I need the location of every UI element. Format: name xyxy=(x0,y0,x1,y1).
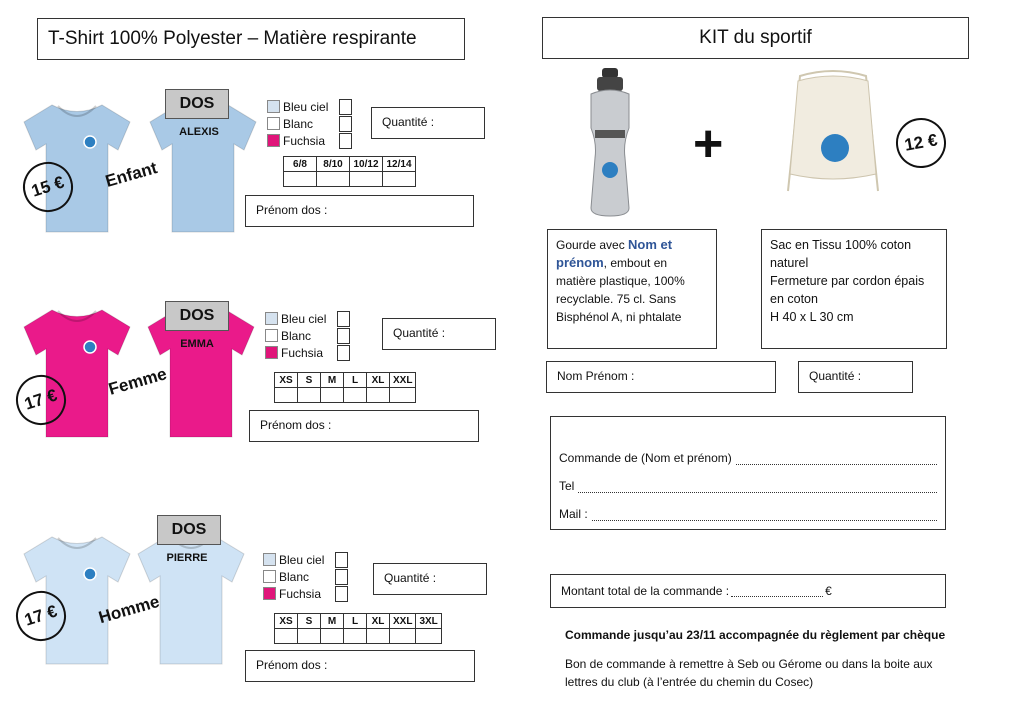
size-quantity-cell[interactable] xyxy=(383,172,416,187)
order-instructions: Bon de commande à remettre à Seb ou Gérome ou dans la boite aux lettres du club (à l’entrée du chemin du Cosec) xyxy=(565,657,933,689)
color-checkbox[interactable] xyxy=(339,99,352,115)
color-swatch xyxy=(263,570,276,583)
color-checkbox[interactable] xyxy=(337,311,350,327)
color-swatch xyxy=(265,346,278,359)
color-label: Blanc xyxy=(283,116,314,131)
bag-desc-line: Sac en Tissu 100% coton naturel xyxy=(770,238,912,270)
color-label: Fuchsia xyxy=(279,586,322,601)
back-first-name-label: Prénom dos : xyxy=(256,203,328,217)
size-quantity-cell[interactable] xyxy=(321,388,344,403)
category-label: Homme xyxy=(96,591,162,628)
size-header: 6/8 xyxy=(284,157,317,172)
color-checkbox[interactable] xyxy=(335,552,348,568)
size-quantity-cell[interactable] xyxy=(367,629,390,644)
size-quantity-cell[interactable] xyxy=(321,629,344,644)
color-option[interactable] xyxy=(265,327,350,344)
size-quantity-cell[interactable] xyxy=(390,388,416,403)
size-header: S xyxy=(298,373,321,388)
size-header: L xyxy=(344,373,367,388)
color-option[interactable] xyxy=(263,585,348,602)
size-header: 12/14 xyxy=(383,157,416,172)
tshirt-title: T-Shirt 100% Polyester – Matière respirante xyxy=(48,28,417,49)
size-header: XXL xyxy=(390,614,416,629)
bag-description-box xyxy=(761,229,947,349)
size-header: S xyxy=(298,614,321,629)
color-checkbox[interactable] xyxy=(339,133,352,149)
color-checkbox[interactable] xyxy=(337,345,350,361)
kit-quantity-field[interactable] xyxy=(798,361,913,393)
bottle-description-box: Gourde avec Nom et prénom, embout en matière plastique, 100% recyclable. 75 cl. Sans Bisphénol A, ni phtalate xyxy=(547,229,717,349)
size-quantity-cell[interactable] xyxy=(344,388,367,403)
color-options xyxy=(265,310,350,361)
size-quantity-cell[interactable] xyxy=(275,629,298,644)
size-quantity-cell[interactable] xyxy=(344,629,367,644)
back-first-name-label: Prénom dos : xyxy=(256,658,328,672)
size-header: XS xyxy=(275,373,298,388)
bottle-name-highlight: Nom et prénom xyxy=(556,237,673,270)
color-label: Bleu ciel xyxy=(279,552,325,567)
back-first-name-field[interactable] xyxy=(249,410,479,442)
kit-name-label: Nom Prénom : xyxy=(557,369,635,383)
size-header: M xyxy=(321,373,344,388)
tote-bag-icon xyxy=(778,66,888,196)
color-option[interactable] xyxy=(265,344,350,361)
size-quantity-cell[interactable] xyxy=(298,629,321,644)
back-name: ALEXIS xyxy=(179,126,219,138)
kit-title: KIT du sportif xyxy=(699,27,812,48)
color-option[interactable] xyxy=(267,115,352,132)
size-quantity-cell[interactable] xyxy=(317,172,350,187)
kit-quantity-label: Quantité : xyxy=(809,369,862,383)
color-option[interactable] xyxy=(267,132,352,149)
size-header: XS xyxy=(275,614,298,629)
size-quantity-cell[interactable] xyxy=(275,388,298,403)
water-bottle-icon xyxy=(585,68,635,218)
color-checkbox[interactable] xyxy=(335,569,348,585)
color-options xyxy=(267,98,352,149)
size-header: XL xyxy=(367,614,390,629)
color-swatch xyxy=(263,553,276,566)
color-label: Fuchsia xyxy=(281,345,324,360)
size-header: M xyxy=(321,614,344,629)
color-swatch xyxy=(267,100,280,113)
color-option[interactable] xyxy=(263,551,348,568)
size-header: L xyxy=(344,614,367,629)
order-name-row[interactable]: Commande de (Nom et prénom) xyxy=(559,451,937,465)
color-options xyxy=(263,551,348,602)
quantity-field[interactable] xyxy=(382,318,496,350)
size-table xyxy=(274,372,416,403)
bag-desc-line: H 40 x L 30 cm xyxy=(770,310,854,324)
quantity-field[interactable] xyxy=(373,563,487,595)
size-table xyxy=(283,156,416,187)
color-swatch xyxy=(265,312,278,325)
color-option[interactable] xyxy=(265,310,350,327)
order-total-box[interactable]: Montant total de la commande : € xyxy=(550,574,946,608)
quantity-field[interactable] xyxy=(371,107,485,139)
color-swatch xyxy=(265,329,278,342)
bag-desc-line: Fermeture par cordon épais en coton xyxy=(770,274,925,306)
kit-title-box xyxy=(542,17,969,59)
back-name: EMMA xyxy=(180,338,214,350)
price-badge: 15 € xyxy=(16,155,79,218)
order-info-box xyxy=(550,416,946,530)
price-badge: 17 € xyxy=(9,584,72,647)
color-checkbox[interactable] xyxy=(335,586,348,602)
size-quantity-cell[interactable] xyxy=(298,388,321,403)
order-mail-row[interactable]: Mail : xyxy=(559,507,937,521)
price-badge: 17 € xyxy=(9,368,72,431)
order-deadline: Commande jusqu’au 23/11 accompagnée du règlement par chèque xyxy=(565,628,946,642)
back-first-name-label: Prénom dos : xyxy=(260,418,332,432)
back-name: PIERRE xyxy=(166,552,208,564)
order-tel-row[interactable]: Tel xyxy=(559,479,937,493)
size-quantity-cell[interactable] xyxy=(350,172,383,187)
color-label: Blanc xyxy=(281,328,312,343)
color-label: Bleu ciel xyxy=(283,99,329,114)
kit-price-badge: 12 € xyxy=(892,114,950,172)
kit-name-field[interactable] xyxy=(546,361,776,393)
quantity-label: Quantité : xyxy=(384,571,437,585)
size-header: 3XL xyxy=(416,614,441,629)
color-swatch xyxy=(267,117,280,130)
size-header: XL xyxy=(367,373,390,388)
color-label: Blanc xyxy=(279,569,310,584)
size-header: 8/10 xyxy=(317,157,350,172)
color-checkbox[interactable] xyxy=(337,328,350,344)
back-first-name-field[interactable] xyxy=(245,650,475,682)
color-label: Bleu ciel xyxy=(281,311,327,326)
size-quantity-cell[interactable] xyxy=(390,629,416,644)
color-label: Fuchsia xyxy=(283,133,326,148)
size-quantity-cell[interactable] xyxy=(416,629,441,644)
size-header: 10/12 xyxy=(350,157,383,172)
back-label: DOS xyxy=(165,301,229,331)
category-label: Femme xyxy=(106,364,169,399)
quantity-label: Quantité : xyxy=(382,115,435,129)
color-swatch xyxy=(267,134,280,147)
color-swatch xyxy=(263,587,276,600)
quantity-label: Quantité : xyxy=(393,326,446,340)
tshirt-title-box xyxy=(37,18,465,60)
back-tshirt-icon xyxy=(148,100,258,235)
size-quantity-cell[interactable] xyxy=(284,172,317,187)
size-header: XXL xyxy=(390,373,416,388)
plus-sign: + xyxy=(693,115,724,173)
color-option[interactable] xyxy=(267,98,352,115)
size-quantity-cell[interactable] xyxy=(367,388,390,403)
back-first-name-field[interactable] xyxy=(245,195,474,227)
back-label: DOS xyxy=(157,515,221,545)
size-table xyxy=(274,613,442,644)
back-label: DOS xyxy=(165,89,229,119)
color-option[interactable] xyxy=(263,568,348,585)
category-label: Enfant xyxy=(103,158,160,191)
color-checkbox[interactable] xyxy=(339,116,352,132)
